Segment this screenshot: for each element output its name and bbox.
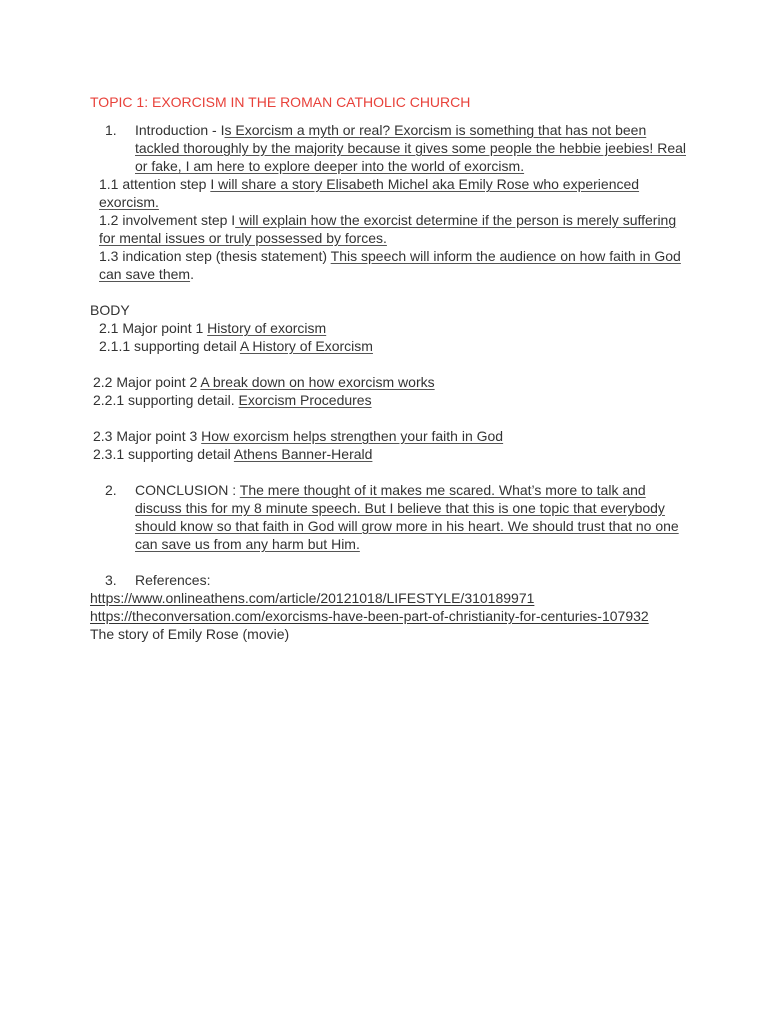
attention-step: 1.1 attention step I will share a story Elisabeth Michel aka Emily Rose who experienced exorcism.: [99, 176, 640, 210]
references-label: References:: [135, 572, 211, 588]
involvement-step: 1.2 involvement step I will explain how the exorcist determine if the person is merely suffering for mental issues or truly possessed by forces.: [99, 212, 677, 246]
document-page: [90, 93, 690, 643]
list-number: 1.: [105, 122, 117, 138]
introduction-item: [90, 121, 690, 175]
reference-link-2[interactable]: https://theconversation.com/exorcisms-have-been-part-of-christianity-for-centuries-107932: [90, 608, 649, 624]
major-point-3: 2.3 Major point 3 How exorcism helps strengthen your faith in God: [93, 428, 504, 444]
supporting-detail-3: 2.3.1 supporting detail Athens Banner-Herald: [93, 446, 373, 462]
conclusion-text: The mere thought of it makes me scared. What’s more to talk and discuss this for my 8 minute speech. But I believe that this is one topic that everybody should know so that faith in God will grow more in his heart. We should trust that no one can save us from any harm but Him.: [135, 482, 679, 552]
document-title: TOPIC 1: EXORCISM IN THE ROMAN CATHOLIC CHURCH: [90, 94, 471, 110]
indication-step: 1.3 indication step (thesis statement) This speech will inform the audience on how faith in God can save them.: [99, 248, 681, 282]
major-point-2: 2.2 Major point 2 A break down on how exorcism works: [93, 374, 435, 390]
major-point-1: 2.1 Major point 1 History of exorcism: [99, 320, 327, 336]
supporting-detail-1: 2.1.1 supporting detail A History of Exorcism: [99, 338, 373, 354]
conclusion-label: CONCLUSION :: [135, 482, 240, 498]
introduction-text: s Exorcism a myth or real? Exorcism is something that has not been tackled thoroughly by the majority because it gives some people the hebbie jeebies! Real or fake, I am here to explore deeper into the world of exorcism.: [135, 122, 686, 174]
reference-other: The story of Emily Rose (movie): [90, 626, 290, 642]
introduction-label: Introduction - I: [135, 122, 225, 138]
supporting-detail-2: 2.2.1 supporting detail. Exorcism Procedures: [93, 392, 372, 408]
list-number: 3.: [105, 572, 117, 588]
references-item: [90, 571, 690, 589]
conclusion-item: [90, 481, 690, 553]
body-heading: BODY: [90, 302, 130, 318]
list-number: 2.: [105, 482, 117, 498]
reference-link-1[interactable]: https://www.onlineathens.com/article/20121018/LIFESTYLE/310189971: [90, 590, 535, 606]
